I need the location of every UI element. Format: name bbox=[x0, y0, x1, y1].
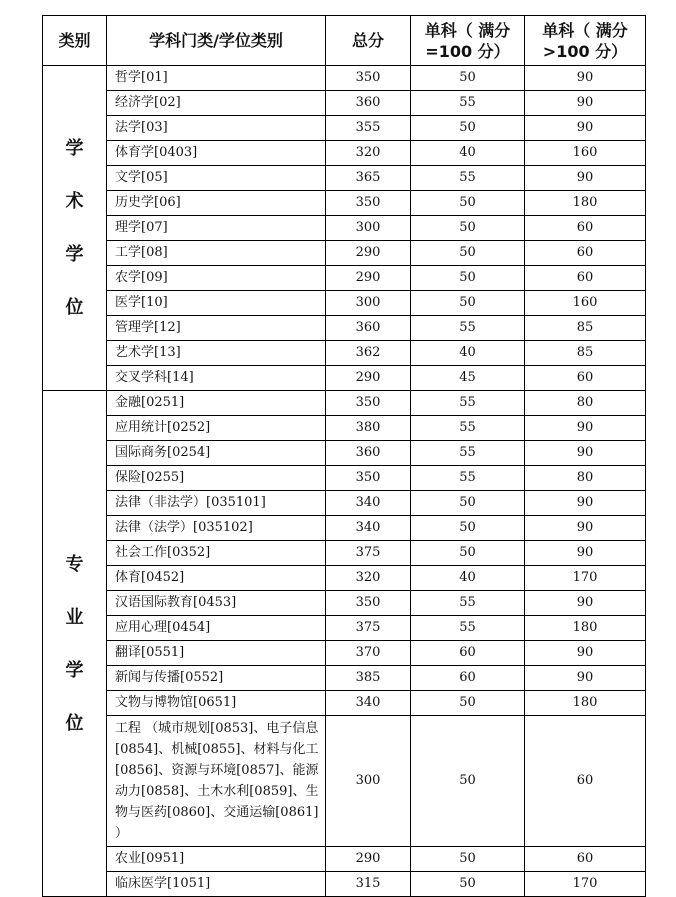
total-cell: 360 bbox=[326, 316, 411, 341]
subject-cell: 翻译[0551] bbox=[107, 641, 326, 666]
single-gt100-cell: 60 bbox=[525, 716, 646, 847]
subject-cell: 国际商务[0254] bbox=[107, 441, 326, 466]
total-cell: 370 bbox=[326, 641, 411, 666]
total-cell: 290 bbox=[326, 241, 411, 266]
table-row bbox=[43, 847, 646, 872]
single-100-cell: 55 bbox=[411, 391, 525, 416]
single-gt100-cell: 60 bbox=[525, 241, 646, 266]
table-row bbox=[43, 691, 646, 716]
single-gt100-cell: 90 bbox=[525, 441, 646, 466]
table-row bbox=[43, 266, 646, 291]
single-100-cell: 40 bbox=[411, 341, 525, 366]
single-gt100-cell: 60 bbox=[525, 366, 646, 391]
single-100-cell: 55 bbox=[411, 316, 525, 341]
table-row bbox=[43, 441, 646, 466]
table-row bbox=[43, 566, 646, 591]
single-gt100-cell: 90 bbox=[525, 516, 646, 541]
total-cell: 315 bbox=[326, 872, 411, 897]
total-cell: 320 bbox=[326, 566, 411, 591]
subject-cell: 工程 （城市规划[0853]、电子信息[0854]、机械[0855]、材料与化工[0856]、资源与环境[0857]、能源动力[0858]、土木水利[0859]、生物与医药[0860]、交通运输[0861] ） bbox=[107, 716, 326, 847]
table-row bbox=[43, 641, 646, 666]
single-gt100-cell: 60 bbox=[525, 847, 646, 872]
single-gt100-cell: 85 bbox=[525, 316, 646, 341]
single-gt100-cell: 90 bbox=[525, 591, 646, 616]
header-row bbox=[43, 16, 646, 66]
single-100-cell: 50 bbox=[411, 691, 525, 716]
single-gt100-cell: 180 bbox=[525, 616, 646, 641]
subject-cell: 临床医学[1051] bbox=[107, 872, 326, 897]
total-cell: 320 bbox=[326, 141, 411, 166]
subject-cell: 应用心理[0454] bbox=[107, 616, 326, 641]
single-gt100-cell: 160 bbox=[525, 291, 646, 316]
table-row bbox=[43, 491, 646, 516]
single-100-cell: 50 bbox=[411, 116, 525, 141]
total-cell: 350 bbox=[326, 591, 411, 616]
subject-cell: 金融[0251] bbox=[107, 391, 326, 416]
single-gt100-cell: 170 bbox=[525, 566, 646, 591]
single-gt100-cell: 90 bbox=[525, 416, 646, 441]
single-100-cell: 50 bbox=[411, 291, 525, 316]
single-100-cell: 40 bbox=[411, 141, 525, 166]
table-row bbox=[43, 216, 646, 241]
header-category: 类别 bbox=[43, 16, 107, 66]
total-cell: 365 bbox=[326, 166, 411, 191]
table-row bbox=[43, 541, 646, 566]
single-100-cell: 50 bbox=[411, 266, 525, 291]
total-cell: 340 bbox=[326, 691, 411, 716]
single-100-cell: 50 bbox=[411, 491, 525, 516]
subject-cell: 农业[0951] bbox=[107, 847, 326, 872]
total-cell: 340 bbox=[326, 491, 411, 516]
total-cell: 360 bbox=[326, 91, 411, 116]
total-cell: 350 bbox=[326, 391, 411, 416]
single-gt100-cell: 90 bbox=[525, 491, 646, 516]
subject-cell: 新闻与传播[0552] bbox=[107, 666, 326, 691]
single-100-cell: 50 bbox=[411, 716, 525, 847]
subject-cell: 哲学[01] bbox=[107, 66, 326, 91]
subject-cell: 工学[08] bbox=[107, 241, 326, 266]
table-row bbox=[43, 191, 646, 216]
single-100-cell: 55 bbox=[411, 616, 525, 641]
total-cell: 340 bbox=[326, 516, 411, 541]
subject-cell: 法律（非法学）[035101] bbox=[107, 491, 326, 516]
subject-cell: 社会工作[0352] bbox=[107, 541, 326, 566]
single-gt100-cell: 90 bbox=[525, 91, 646, 116]
single-gt100-cell: 90 bbox=[525, 166, 646, 191]
total-cell: 380 bbox=[326, 416, 411, 441]
subject-cell: 应用统计[0252] bbox=[107, 416, 326, 441]
total-cell: 350 bbox=[326, 66, 411, 91]
subject-cell: 体育学[0403] bbox=[107, 141, 326, 166]
single-100-cell: 55 bbox=[411, 166, 525, 191]
subject-cell: 历史学[06] bbox=[107, 191, 326, 216]
subject-cell: 汉语国际教育[0453] bbox=[107, 591, 326, 616]
total-cell: 362 bbox=[326, 341, 411, 366]
score-table bbox=[42, 15, 646, 897]
single-100-cell: 50 bbox=[411, 847, 525, 872]
total-cell: 300 bbox=[326, 716, 411, 847]
table-row bbox=[43, 416, 646, 441]
subject-cell: 管理学[12] bbox=[107, 316, 326, 341]
single-gt100-cell: 170 bbox=[525, 872, 646, 897]
header-subject: 学科门类/学位类别 bbox=[107, 16, 326, 66]
subject-cell: 文学[05] bbox=[107, 166, 326, 191]
single-100-cell: 60 bbox=[411, 666, 525, 691]
table-row bbox=[43, 666, 646, 691]
subject-cell: 法律（法学）[035102] bbox=[107, 516, 326, 541]
single-100-cell: 45 bbox=[411, 366, 525, 391]
table-row bbox=[43, 291, 646, 316]
single-100-cell: 55 bbox=[411, 91, 525, 116]
total-cell: 375 bbox=[326, 541, 411, 566]
subject-cell: 法学[03] bbox=[107, 116, 326, 141]
category-cell: 专 业 学 位 bbox=[43, 391, 107, 897]
table-row bbox=[43, 872, 646, 897]
category-cell: 学 术 学 位 bbox=[43, 66, 107, 391]
single-100-cell: 60 bbox=[411, 641, 525, 666]
header-total: 总分 bbox=[326, 16, 411, 66]
single-gt100-cell: 85 bbox=[525, 341, 646, 366]
table-row bbox=[43, 66, 646, 91]
single-100-cell: 55 bbox=[411, 416, 525, 441]
single-100-cell: 55 bbox=[411, 441, 525, 466]
single-gt100-cell: 80 bbox=[525, 391, 646, 416]
table-row bbox=[43, 516, 646, 541]
single-100-cell: 50 bbox=[411, 241, 525, 266]
subject-cell: 医学[10] bbox=[107, 291, 326, 316]
total-cell: 375 bbox=[326, 616, 411, 641]
table-row bbox=[43, 91, 646, 116]
header-single-gt100: 单科（ 满分>100 分） bbox=[525, 16, 646, 66]
single-100-cell: 50 bbox=[411, 191, 525, 216]
total-cell: 290 bbox=[326, 266, 411, 291]
single-100-cell: 40 bbox=[411, 566, 525, 591]
subject-cell: 文物与博物馆[0651] bbox=[107, 691, 326, 716]
total-cell: 350 bbox=[326, 191, 411, 216]
subject-cell: 经济学[02] bbox=[107, 91, 326, 116]
subject-cell: 体育[0452] bbox=[107, 566, 326, 591]
table-row bbox=[43, 466, 646, 491]
single-gt100-cell: 160 bbox=[525, 141, 646, 166]
single-gt100-cell: 80 bbox=[525, 466, 646, 491]
single-gt100-cell: 60 bbox=[525, 266, 646, 291]
subject-cell: 艺术学[13] bbox=[107, 341, 326, 366]
single-gt100-cell: 60 bbox=[525, 216, 646, 241]
single-100-cell: 55 bbox=[411, 466, 525, 491]
table-row bbox=[43, 141, 646, 166]
table-row bbox=[43, 716, 646, 847]
single-100-cell: 55 bbox=[411, 591, 525, 616]
table-row bbox=[43, 616, 646, 641]
total-cell: 350 bbox=[326, 466, 411, 491]
single-gt100-cell: 90 bbox=[525, 666, 646, 691]
table-row bbox=[43, 316, 646, 341]
table-row bbox=[43, 116, 646, 141]
table-row bbox=[43, 366, 646, 391]
single-gt100-cell: 180 bbox=[525, 191, 646, 216]
single-gt100-cell: 90 bbox=[525, 66, 646, 91]
total-cell: 290 bbox=[326, 847, 411, 872]
total-cell: 360 bbox=[326, 441, 411, 466]
single-gt100-cell: 90 bbox=[525, 541, 646, 566]
total-cell: 385 bbox=[326, 666, 411, 691]
single-100-cell: 50 bbox=[411, 216, 525, 241]
table-row bbox=[43, 241, 646, 266]
table-row bbox=[43, 391, 646, 416]
single-100-cell: 50 bbox=[411, 516, 525, 541]
subject-cell: 保险[0255] bbox=[107, 466, 326, 491]
total-cell: 300 bbox=[326, 216, 411, 241]
subject-cell: 理学[07] bbox=[107, 216, 326, 241]
single-100-cell: 50 bbox=[411, 66, 525, 91]
total-cell: 300 bbox=[326, 291, 411, 316]
single-gt100-cell: 90 bbox=[525, 641, 646, 666]
table-row bbox=[43, 591, 646, 616]
subject-cell: 农学[09] bbox=[107, 266, 326, 291]
single-gt100-cell: 180 bbox=[525, 691, 646, 716]
single-100-cell: 50 bbox=[411, 541, 525, 566]
table-row bbox=[43, 166, 646, 191]
table-row bbox=[43, 341, 646, 366]
total-cell: 355 bbox=[326, 116, 411, 141]
single-100-cell: 50 bbox=[411, 872, 525, 897]
total-cell: 290 bbox=[326, 366, 411, 391]
single-gt100-cell: 90 bbox=[525, 116, 646, 141]
header-single-100: 单科（ 满分=100 分） bbox=[411, 16, 525, 66]
subject-cell: 交叉学科[14] bbox=[107, 366, 326, 391]
